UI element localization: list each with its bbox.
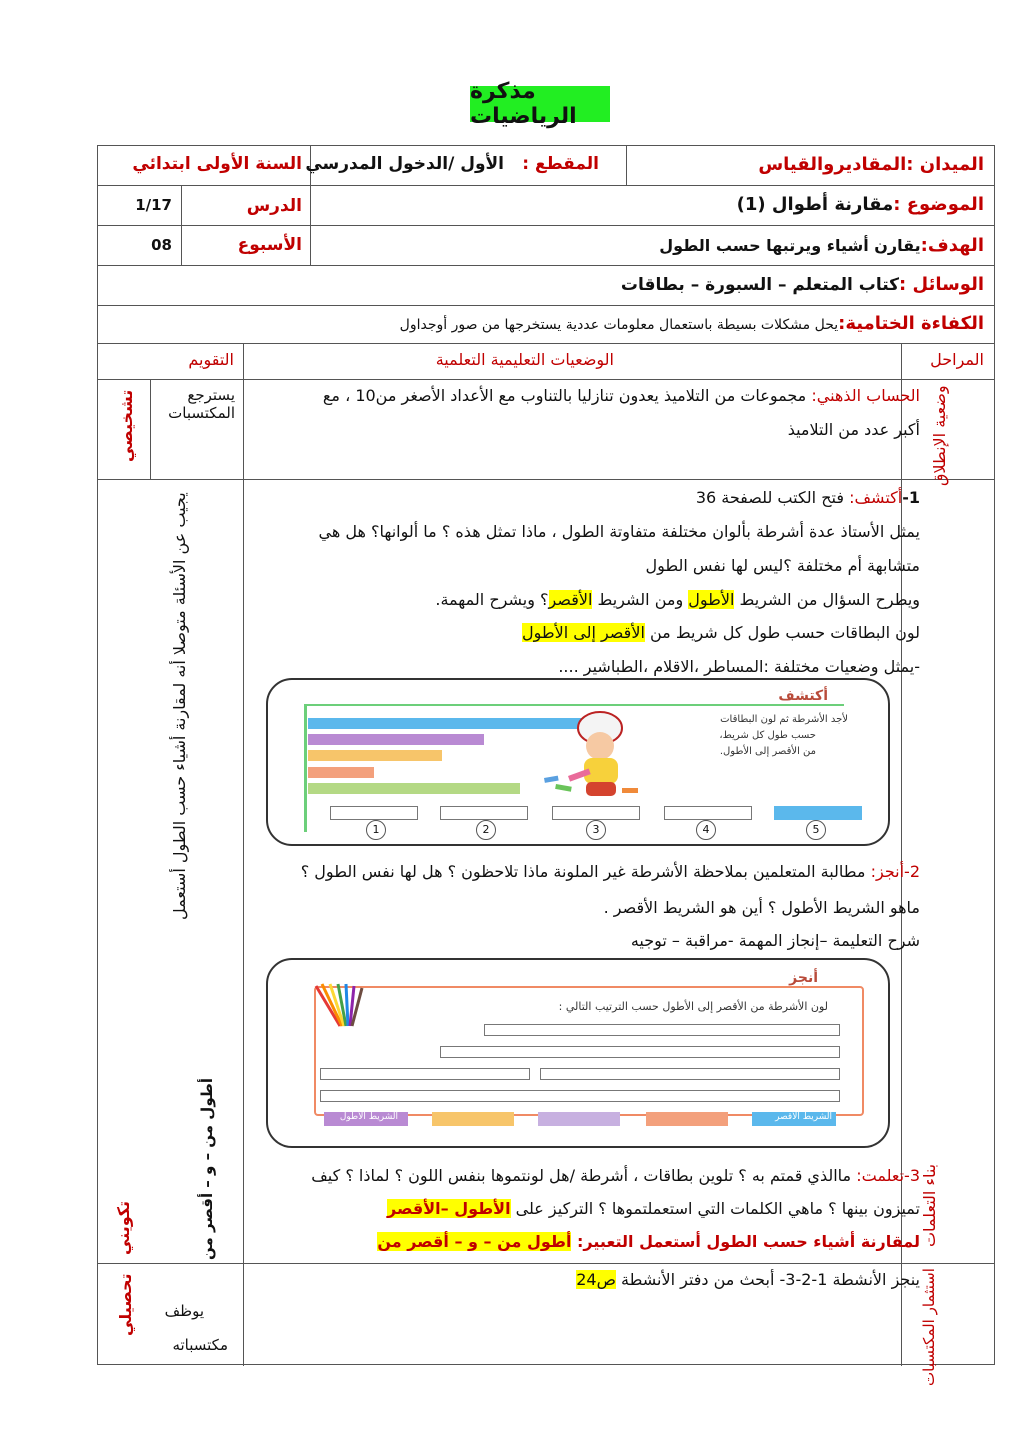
- learn-label: 3-تعلمت:: [856, 1166, 920, 1185]
- mental-calc-label: الحساب الذهني:: [811, 386, 920, 405]
- discover-text: فتح الكتب للصفحة 36: [695, 488, 844, 507]
- build-eval-text2: أطول من – و – أقصر من: [198, 1078, 216, 1260]
- learn-line1: ماالذي قمتم به ؟ تلوين بطاقات ، أشرطة /هل لونتموها بنفس اللون ؟ لماذا ؟ كيف: [311, 1166, 852, 1185]
- field-value: المقاديروالقياس: [758, 154, 907, 175]
- card-number-1: 1: [366, 820, 386, 840]
- page-title: مذكرة الرياضيات: [470, 86, 610, 122]
- goal-label: الهدف:: [920, 235, 984, 256]
- lesson-value: 1/17: [135, 196, 172, 214]
- stage-invest: استثمار المكتسبات: [920, 1268, 938, 1386]
- pencils-icon: [312, 982, 368, 1030]
- answer-card-1[interactable]: [330, 806, 418, 820]
- launch-eval-type: تشخيصي: [117, 390, 136, 463]
- strip-green: [308, 783, 520, 794]
- segment-value: الأول /الدخول المدرسي: [305, 154, 504, 174]
- answer-card-3[interactable]: [552, 806, 640, 820]
- strip-yellow: [308, 750, 442, 761]
- box2-long-label: الشريط الأطول: [339, 1112, 398, 1122]
- build-p2: متشابهة أم مختلفة ؟ليس لها نفس الطول: [645, 556, 920, 575]
- build-p5: -يمثل وضعيات مختلفة :المساطر ،الاقلام ،الطباشير ....: [558, 657, 920, 676]
- invest-eval-text1: يوظف: [164, 1302, 204, 1320]
- box2-short-label: الشريط الأقصر: [775, 1112, 832, 1122]
- strip-slot-4[interactable]: [320, 1068, 530, 1080]
- build-p1: يمثل الأستاذ عدة أشرطة بألوان مختلفة متفاوتة الطول ، ماذا تمثل هذه ؟ ما ألوانها؟ هل هي: [318, 522, 920, 541]
- stage-build: بناء التعلمات: [920, 1163, 939, 1247]
- do-illustration: [266, 958, 890, 1148]
- tools-label: الوسائل :: [899, 274, 984, 295]
- box1-text3: من الأقصر إلى الأطول.: [719, 746, 816, 757]
- competence-label: الكفاءة الختامية:: [838, 313, 984, 334]
- strip-slot-3[interactable]: [540, 1068, 840, 1080]
- do-line2: ماهو الشريط الأطول ؟ أين هو الشريط الأقصر .: [603, 898, 920, 917]
- learn-line3-a: لمقارنة أشياء حسب الطول أستعمل التعبير:: [571, 1232, 920, 1251]
- launch-line1: مجموعات من التلاميذ يعدون تنازليا بالتناوب مع الأعداد الأصغر من10 ، مع: [322, 386, 807, 405]
- highlight-expression: أطول من – و – أقصر من: [377, 1232, 572, 1251]
- highlight-shortest: الأقصر: [548, 590, 593, 609]
- answer-card-4[interactable]: [664, 806, 752, 820]
- highlight-long-short: الأطول –الأقصر: [387, 1199, 511, 1218]
- discover-label: أكتشف:: [849, 488, 903, 507]
- week-value: 08: [151, 236, 172, 254]
- do-label: 2-أنجز:: [870, 862, 920, 881]
- box1-title: أكتشف: [778, 688, 828, 704]
- build-p4-a: لون البطاقات حسب طول كل شريط من: [644, 623, 920, 642]
- box2-title: أنجز: [789, 970, 818, 986]
- invest-text: ينجز الأنشطة 1-2-3- أبحث من دفتر الأنشطة: [615, 1270, 920, 1289]
- field-label: الميدان :: [906, 154, 984, 175]
- discover-num: 1-: [902, 488, 920, 507]
- highlight-page: ص24: [576, 1270, 616, 1289]
- highlight-longest: الأطول: [688, 590, 735, 609]
- build-p3-c: ؟ ويشرح المهمة.: [435, 590, 549, 609]
- learn-line2-a: تميزون بينها ؟ ماهي الكلمات التي استعملتموها ؟ التركيز على: [510, 1199, 920, 1218]
- box2-instruction: لون الأشرطة من الأقصر إلى الأطول حسب الترتيب التالي :: [558, 1000, 828, 1013]
- card-number-2: 2: [476, 820, 496, 840]
- answer-card-2[interactable]: [440, 806, 528, 820]
- box1-text1: لأجد الأشرطة ثم لون البطاقات: [720, 714, 848, 725]
- strip-purple: [308, 734, 484, 745]
- col-evaluation: التقويم: [188, 350, 234, 369]
- do-line3: شرح التعليمة –إنجاز المهمة -مراقبة – توجيه: [630, 931, 920, 950]
- strip-slot-5[interactable]: [320, 1090, 840, 1102]
- build-p3-b: ومن الشريط: [592, 590, 689, 609]
- stage-launch: وضعية الإنطلاق: [930, 385, 949, 486]
- strip-slot-2[interactable]: [440, 1046, 840, 1058]
- goal-value: يقارن أشياء ويرتبها حسب الطول: [659, 236, 921, 255]
- col-stages: المراحل: [930, 350, 984, 369]
- invest-eval-text2: مكتسباته: [172, 1336, 228, 1354]
- lesson-label: الدرس: [246, 196, 302, 216]
- launch-line2: أكبر عدد من التلاميذ: [787, 420, 920, 439]
- build-eval-text: يجيب عن الأسئلة متوصلا أنه لمقارنة أشياء حسب الطول أستعمل: [170, 492, 189, 920]
- col-situations: الوضعيات التعليمية التعلمية: [435, 350, 614, 369]
- child-illustration: [538, 706, 648, 806]
- card-number-4: 4: [696, 820, 716, 840]
- launch-eval-text: يسترجع المكتسبات: [168, 386, 235, 422]
- do-line1: مطالبة المتعلمين بملاحظة الأشرطة غير الملونة ماذا تلاحظون ؟ هل لها نفس الطول ؟: [300, 862, 866, 881]
- invest-eval-type: تحصيلي: [116, 1273, 135, 1337]
- competence-value: يحل مشكلات بسيطة باستعمال معلومات عددية يستخرجها من صور أوجداول: [399, 317, 839, 333]
- grade-label: السنة الأولى ابتدائي: [132, 154, 302, 174]
- card-number-5: 5: [806, 820, 826, 840]
- answer-card-5[interactable]: [774, 806, 862, 820]
- week-label: الأسبوع: [237, 235, 302, 255]
- build-eval-type: تكويني: [114, 1200, 133, 1256]
- topic-value: مقارنة أطوال (1): [736, 194, 894, 215]
- strip-slot-1[interactable]: [484, 1024, 840, 1036]
- tools-value: كتاب المتعلم – السبورة – بطاقات: [620, 275, 900, 295]
- highlight-short-to-long: الأقصر إلى الأطول: [521, 623, 645, 642]
- build-p3-a: ويطرح السؤال من الشريط: [734, 590, 920, 609]
- segment-label: المقطع :: [522, 154, 599, 174]
- card-number-3: 3: [586, 820, 606, 840]
- topic-label: الموضوع :: [893, 194, 984, 215]
- box1-text2: حسب طول كل شريط،: [719, 730, 816, 741]
- discover-illustration: [266, 678, 890, 846]
- strip-orange: [308, 767, 374, 778]
